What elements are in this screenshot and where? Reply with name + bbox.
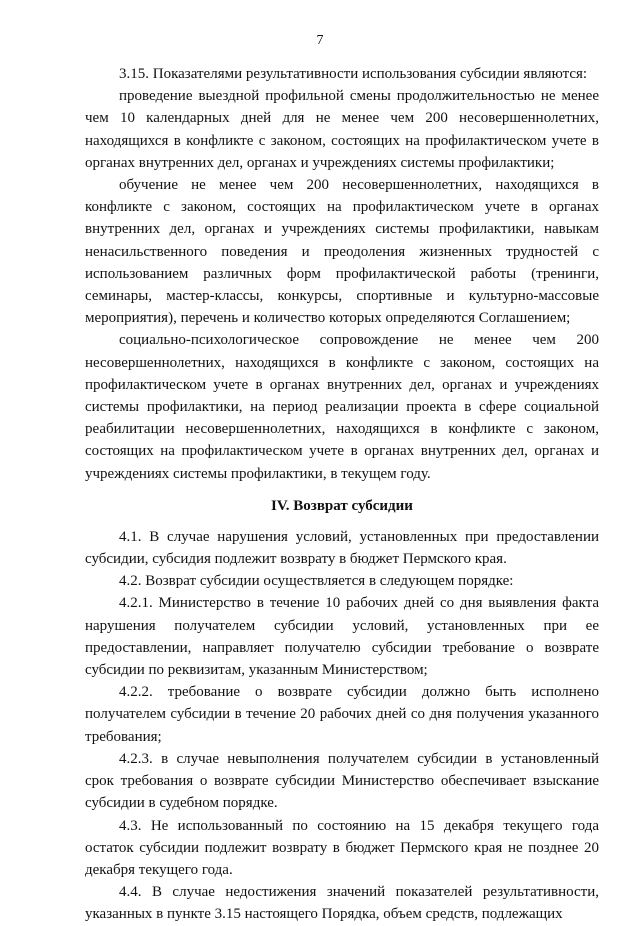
document-body: [85, 63, 599, 926]
paragraph-4-1: 4.1. В случае нарушения условий, установленных при предоставлении субсидии, субсидия подлежит возврату в бюджет Пермского края.: [85, 528, 599, 568]
paragraph-4-2-1: 4.2.1. Министерство в течение 10 рабочих дней со дня выявления факта нарушения получателем субсидии условий, установленных при ее предоставлении, направляет получателю субсидии требование о возврате субсидии по реквизитам, указанным Министерством;: [85, 595, 599, 679]
paragraph-4-3: 4.3. Не использованный по состоянию на 15 декабря текущего года остаток субсидии подлежит возврату в бюджет Пермского края не позднее 20 декабря текущего года.: [85, 817, 599, 878]
paragraph-psych-support: социально-психологическое сопровождение не менее чем 200 несовершеннолетних, находящихся в конфликте с законом, состоящих на профилактическом учете в органах внутренних дел, органах и учреждениях системы профилактики, на период реализации проекта в сфере социальной реабилитации несовершеннолетних, находящихся в конфликте с законом, состоящих на профилактическом учете в органах внутренних дел, органах и учреждениях системы профилактики, в текущем году.: [85, 332, 599, 482]
paragraph-3-15: 3.15. Показателями результативности использования субсидии являются:: [119, 66, 588, 82]
paragraph-4-4: 4.4. В случае недостижения значений показателей результативности, указанных в пункте 3.15 настоящего Порядка, объем средств, подлежащих: [85, 884, 599, 923]
paragraph-field-shift: проведение выездной профильной смены продолжительностью не менее чем 10 календарных дней для не менее чем 200 несовершеннолетних, находящихся в конфликте с законом, состоящих на профилактическом учете в органах внутренних дел, органах и учреждениях системы профилактики;: [85, 88, 599, 171]
paragraph-4-2-3: 4.2.3. в случае невыполнения получателем субсидии в установленный срок требования о возврате субсидии Министерство обеспечивает взыскание субсидии в судебном порядке.: [85, 750, 599, 812]
paragraph-4-2-2: 4.2.2. требование о возврате субсидии должно быть исполнено получателем субсидии в течение 20 рабочих дней со дня получения указанного требования;: [85, 684, 599, 745]
section-heading: IV. Возврат субсидии: [271, 497, 413, 514]
page-number: 7: [316, 33, 324, 48]
paragraph-4-2: 4.2. Возврат субсидии осуществляется в следующем порядке:: [119, 573, 514, 590]
paragraph-training: обучение не менее чем 200 несовершеннолетних, находящихся в конфликте с законом, состоящих на профилактическом учете в органах внутренних дел, органах и учреждениях системы профилактики, навыкам ненасильственного поведения и преодоления жизненных трудностей с использованием различных форм профилактической работы (тренинги, семинары, мастер-классы, конкурсы, спортивные и культурно-массовые мероприятия), перечень и количество которых определяются Соглашением;: [85, 177, 599, 327]
